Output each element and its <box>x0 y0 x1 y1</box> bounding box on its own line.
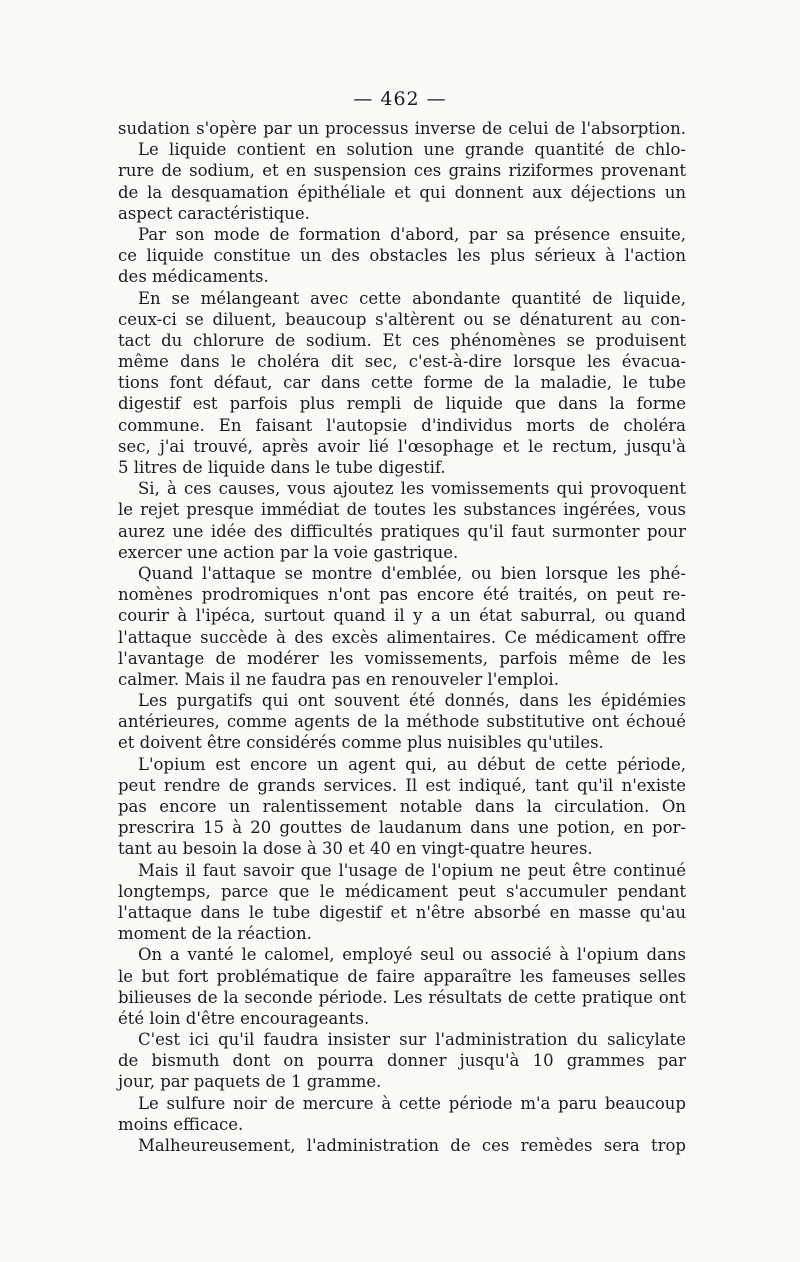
text-line: 5 litres de liquide dans le tube digestif. <box>118 458 446 477</box>
text-line: Le liquide contient en solution une grande quantité de chlo- <box>138 140 686 160</box>
text-line: bilieuses de la seconde période. Les résultats de cette pratique ont <box>118 987 686 1007</box>
text-line: l'attaque dans le tube digestif et n'être absorbé en masse qu'au <box>118 902 686 922</box>
text-line: sec, j'ai trouvé, après avoir lié l'œsophage et le rectum, jusqu'à <box>118 436 686 456</box>
text-line: le but fort problématique de faire apparaître les fameuses selles <box>118 966 686 986</box>
text-line: courir à l'ipéca, surtout quand il y a un état saburral, ou quand <box>118 606 686 626</box>
text-line: même dans le choléra dit sec, c'est-à-dire lorsque les évacua- <box>118 352 686 372</box>
text-line: antérieures, comme agents de la méthode substitutive ont échoué <box>118 712 686 732</box>
text-line: tant au besoin la dose à 30 et 40 en vingt-quatre heures. <box>118 839 593 859</box>
text-line: été loin d'être encourageants. <box>118 1008 370 1028</box>
text-line: aspect caractéristique. <box>118 203 310 223</box>
text-line: l'avantage de modérer les vomissements, parfois même de les <box>118 648 686 668</box>
text-line: moins efficace. <box>118 1114 244 1134</box>
text-line: commune. En faisant l'autopsie d'individus morts de choléra <box>118 415 686 435</box>
text-line: tions font défaut, car dans cette forme de la maladie, le tube <box>118 373 686 393</box>
text-line: calmer. Mais il ne faudra pas en renouveler l'emploi. <box>118 669 559 689</box>
text-line: Le sulfure noir de mercure à cette période m'a paru beaucoup <box>138 1093 686 1113</box>
text-line: ce liquide constitue un des obstacles les plus sérieux à l'action <box>118 246 686 266</box>
text-line: En se mélangeant avec cette abondante quantité de liquide, <box>138 288 686 308</box>
text-line: jour, par paquets de 1 gramme. <box>118 1072 382 1092</box>
text-line: sudation s'opère par un processus inverse de celui de l'absorption. <box>118 119 686 138</box>
text-line: de la desquamation épithéliale et qui donnent aux déjections un <box>118 182 686 202</box>
text-line: On a vanté le calomel, employé seul ou associé à l'opium dans <box>138 945 686 965</box>
text-line: Les purgatifs qui ont souvent été donnés, dans les épidémies <box>138 691 686 711</box>
text-line: exercer une action par la voie gastrique. <box>118 542 459 562</box>
text-line: longtemps, parce que le médicament peut s'accumuler pendant <box>118 881 686 901</box>
text-line: moment de la réaction. <box>118 924 312 944</box>
text-line: Malheureusement, l'administration de ces remèdes sera trop <box>138 1136 686 1155</box>
text-line: pas encore un ralentissement notable dans la circulation. On <box>118 797 686 816</box>
text-line: des médicaments. <box>118 267 269 287</box>
page-number: — 462 — <box>353 88 447 110</box>
text-line: tact du chlorure de sodium. Et ces phénomènes se produisent <box>118 330 686 350</box>
text-line: Mais il faut savoir que l'usage de l'opium ne peut être continué <box>138 860 686 880</box>
text-line: ceux-ci se diluent, beaucoup s'altèrent ou se dénaturent au con- <box>118 309 686 329</box>
text-line: Si, à ces causes, vous ajoutez les vomissements qui provoquent <box>138 479 686 499</box>
text-line: aurez une idée des difficultés pratiques qu'il faut surmonter pour <box>118 521 686 541</box>
text-line: le rejet presque immédiat de toutes les substances ingérées, vous <box>118 500 686 520</box>
text-line: Quand l'attaque se montre d'emblée, ou bien lorsque les phé- <box>138 563 686 583</box>
text-line: l'attaque succède à des excès alimentaires. Ce médicament offre <box>118 627 686 647</box>
body-text <box>118 118 686 1156</box>
text-line: de bismuth dont on pourra donner jusqu'à 10 grammes par <box>118 1051 686 1071</box>
text-line: prescrira 15 à 20 gouttes de laudanum dans une potion, en por- <box>118 818 686 838</box>
text-line: rure de sodium, et en suspension ces grains riziformes provenant <box>118 161 686 181</box>
text-line: C'est ici qu'il faudra insister sur l'administration du salicylate <box>138 1030 686 1050</box>
text-line: peut rendre de grands services. Il est indiqué, tant qu'il n'existe <box>118 775 686 795</box>
text-line: nomènes prodromiques n'ont pas encore été traités, on peut re- <box>118 585 686 605</box>
text-line: Par son mode de formation d'abord, par sa présence ensuite, <box>138 224 686 244</box>
text-line: digestif est parfois plus rempli de liquide que dans la forme <box>118 394 686 414</box>
text-line: L'opium est encore un agent qui, au début de cette période, <box>138 754 686 774</box>
text-line: et doivent être considérés comme plus nuisibles qu'utiles. <box>118 733 604 753</box>
